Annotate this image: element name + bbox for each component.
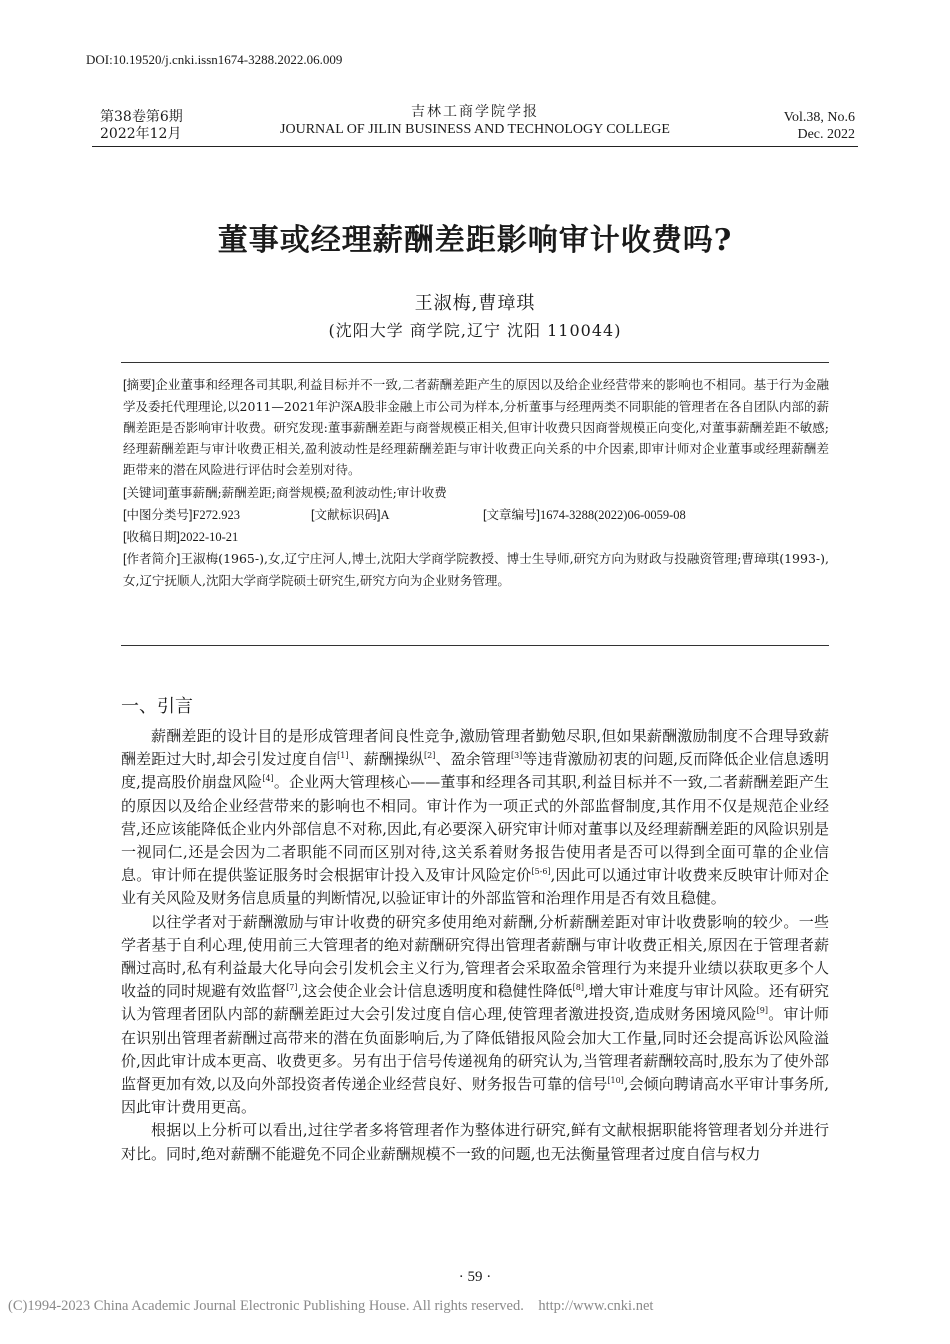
- received-date: [123, 526, 829, 548]
- volume-cn: 第38卷第6期: [100, 109, 183, 125]
- author-bio: [123, 548, 829, 591]
- date-en: Dec. 2022: [797, 127, 855, 142]
- clc-label: [中图分类号]: [123, 508, 193, 522]
- abstract-text: 企业董事和经理各司其职,利益目标并不一致,二者薪酬差距产生的原因以及给企业经营带来的影响也不相同。基于行为金融学及委托代理理论,以2011—2021年沪深A股非金融上市公司为样本,分析董事与经理两类不同职能的管理者在各自团队内部的薪酬差距是否影响审计收费。研究发现:董事薪酬差距与商誉规模正相关,但审计收费只因商誉规模正向变化,对董事薪酬差距不敏感;经理薪酬差距与审计收费正相关,盈利波动性是经理薪酬差距与审计收费正向关系的中介因素,即审计师对企业董事或经理薪酬差距带来的潜在风险进行评估时会差别对待。: [123, 377, 829, 477]
- text-run: 、盈余管理: [435, 750, 511, 769]
- journal-name: [250, 103, 700, 139]
- paper-title: 董事或经理薪酬差距影响审计收费吗?: [217, 223, 733, 258]
- text-run: 。审计师在识别出管理者薪酬过高带来的潜在负面影响后,为了降低错报风险会加大工作量,同时还会提高诉讼风险溢价,因此审计成本更高、收费更多。另有出于信号传递视角的研究认为,当管理者薪酬较高时,股东为了使外部监督更加有效,以及向外部投资者传递企业经营良好、财务报告可靠的信号: [121, 1005, 829, 1094]
- author-bio-text: 王淑梅(1965-),女,辽宁庄河人,博士,沈阳大学商学院教授、博士生导师,研究方向为财政与投融资管理;曹璋琪(1993-),女,辽宁抚顺人,沈阳大学商学院硕士研究生,研究方向为企业财务管理。: [123, 551, 829, 588]
- citation[interactable]: [2]: [424, 751, 436, 761]
- classification-row: [123, 504, 829, 526]
- journal-name-en: JOURNAL OF JILIN BUSINESS AND TECHNOLOGY COLLEGE: [280, 122, 670, 137]
- header-volume-cn: [100, 109, 183, 143]
- abstract-top-rule: [121, 362, 829, 363]
- text-run: ,会倾向聘请高水平审计事务所,因此审计费用更高。: [121, 1075, 829, 1117]
- abstract-bottom-rule: [121, 645, 829, 646]
- date-cn: 2022年12月: [100, 126, 182, 142]
- journal-name-cn: 吉林工商学院学报: [411, 104, 539, 120]
- keywords-text: 董事薪酬;薪酬差距;商誉规模;盈利波动性;审计收费: [167, 485, 447, 500]
- copyright-footer: (C)1994-2023 China Academic Journal Electronic Publishing House. All rights reserved. http://www.cnki.net: [8, 1298, 654, 1314]
- text-run: 、薪酬操纵: [348, 750, 425, 769]
- keywords-label: [关键词]: [123, 486, 168, 500]
- citation[interactable]: [1]: [337, 751, 349, 761]
- citation[interactable]: [9]: [756, 1006, 768, 1016]
- clc-value: F272.923: [192, 508, 241, 522]
- page-number: · 59 ·: [458, 1269, 492, 1285]
- volume-en: Vol.38, No.6: [783, 110, 855, 125]
- abstract: [123, 374, 829, 480]
- text-run: 等违背激励初衷的问题,反而降低企业信息透明度,提高股价崩盘风险: [121, 750, 829, 792]
- paragraph: [121, 911, 829, 1120]
- citation[interactable]: [3]: [510, 751, 523, 761]
- received-label: [收稿日期]: [123, 530, 180, 544]
- citation[interactable]: [4]: [262, 774, 274, 784]
- article-number-value: 1674-3288(2022)06-0059-08: [539, 508, 686, 522]
- doi: DOI:10.19520/j.cnki.issn1674-3288.2022.06.009: [86, 52, 343, 67]
- authors: 王淑梅,曹璋琪: [414, 293, 536, 314]
- citation[interactable]: [7]: [286, 983, 298, 993]
- doc-code-label: [文献标识码]: [311, 508, 381, 522]
- text-run: 。企业两大管理核心——董事和经理各司其职,利益目标并不一致,二者薪酬差距产生的原因以及给企业经营带来的影响也不相同。审计作为一项正式的外部监督制度,其作用不仅是规范企业经营,还应该能降低企业内外部信息不对称,因此,有必要深入研究审计师对董事以及经理薪酬差距的风险识别是一视同仁,还是会因为二者职能不同而区别对待,这关系着财务报告使用者是否可以得到全面可靠的企业信息。审计师在提供鉴证服务时会根据审计投入及审计风险定价: [121, 773, 829, 885]
- keywords: [123, 482, 829, 504]
- abstract-block: [123, 374, 829, 591]
- affiliation: (沈阳大学 商学院,辽宁 沈阳 110044): [328, 321, 622, 340]
- text-run: ,因此可以通过审计收费来反映审计师对企业有关风险及财务信息质量的判断情况,以验证审计的外部监管和治理作用是否有效且稳健。: [121, 866, 829, 908]
- text-run: 以往学者对于薪酬激励与审计收费的研究多使用绝对薪酬,分析薪酬差距对审计收费影响的较少。一些学者基于自利心理,使用前三大管理者的绝对薪酬研究得出管理者薪酬与审计收费正相关,原因在于管理者薪酬过高时,私有利益最大化导向会引发机会主义行为,管理者会采取盈余管理行为来提升业绩以获取更多个人收益的同时规避有效监督: [121, 912, 829, 1001]
- author-bio-label: [作者简介]: [123, 552, 181, 566]
- text-run: ,增大审计难度与审计风险。还有研究认为管理者团队内部的薪酬差距过大会引发过度自信心理,使管理者激进投资,造成财务困境风险: [121, 982, 829, 1024]
- header-volume-en: [784, 109, 855, 143]
- citation[interactable]: [5-6]: [531, 867, 551, 877]
- text-run: 薪酬差距的设计目的是形成管理者间良性竞争,激励管理者勤勉尽职,但如果薪酬激励制度不合理导致薪酬差距过大时,却会引发过度自信: [121, 727, 829, 769]
- paragraph: 根据以上分析可以看出,过往学者多将管理者作为整体进行研究,鲜有文献根据职能将管理者划分并进行对比。同时,绝对薪酬不能避免不同企业薪酬规模不一致的问题,也无法衡量管理者过度自信与权力: [121, 1121, 829, 1163]
- abstract-label: [摘要]: [123, 378, 156, 392]
- header-rule: [92, 146, 858, 147]
- doc-code-value: A: [380, 508, 390, 522]
- section-heading: 一、引言: [121, 696, 193, 716]
- body-text: [121, 725, 829, 1166]
- citation[interactable]: [8]: [572, 983, 584, 993]
- text-run: ,这会使企业会计信息透明度和稳健性降低: [297, 982, 573, 1001]
- received-value: 2022-10-21: [179, 530, 239, 544]
- citation[interactable]: [10]: [607, 1076, 624, 1086]
- paragraph: [121, 725, 829, 911]
- article-number-label: [文章编号]: [483, 508, 540, 522]
